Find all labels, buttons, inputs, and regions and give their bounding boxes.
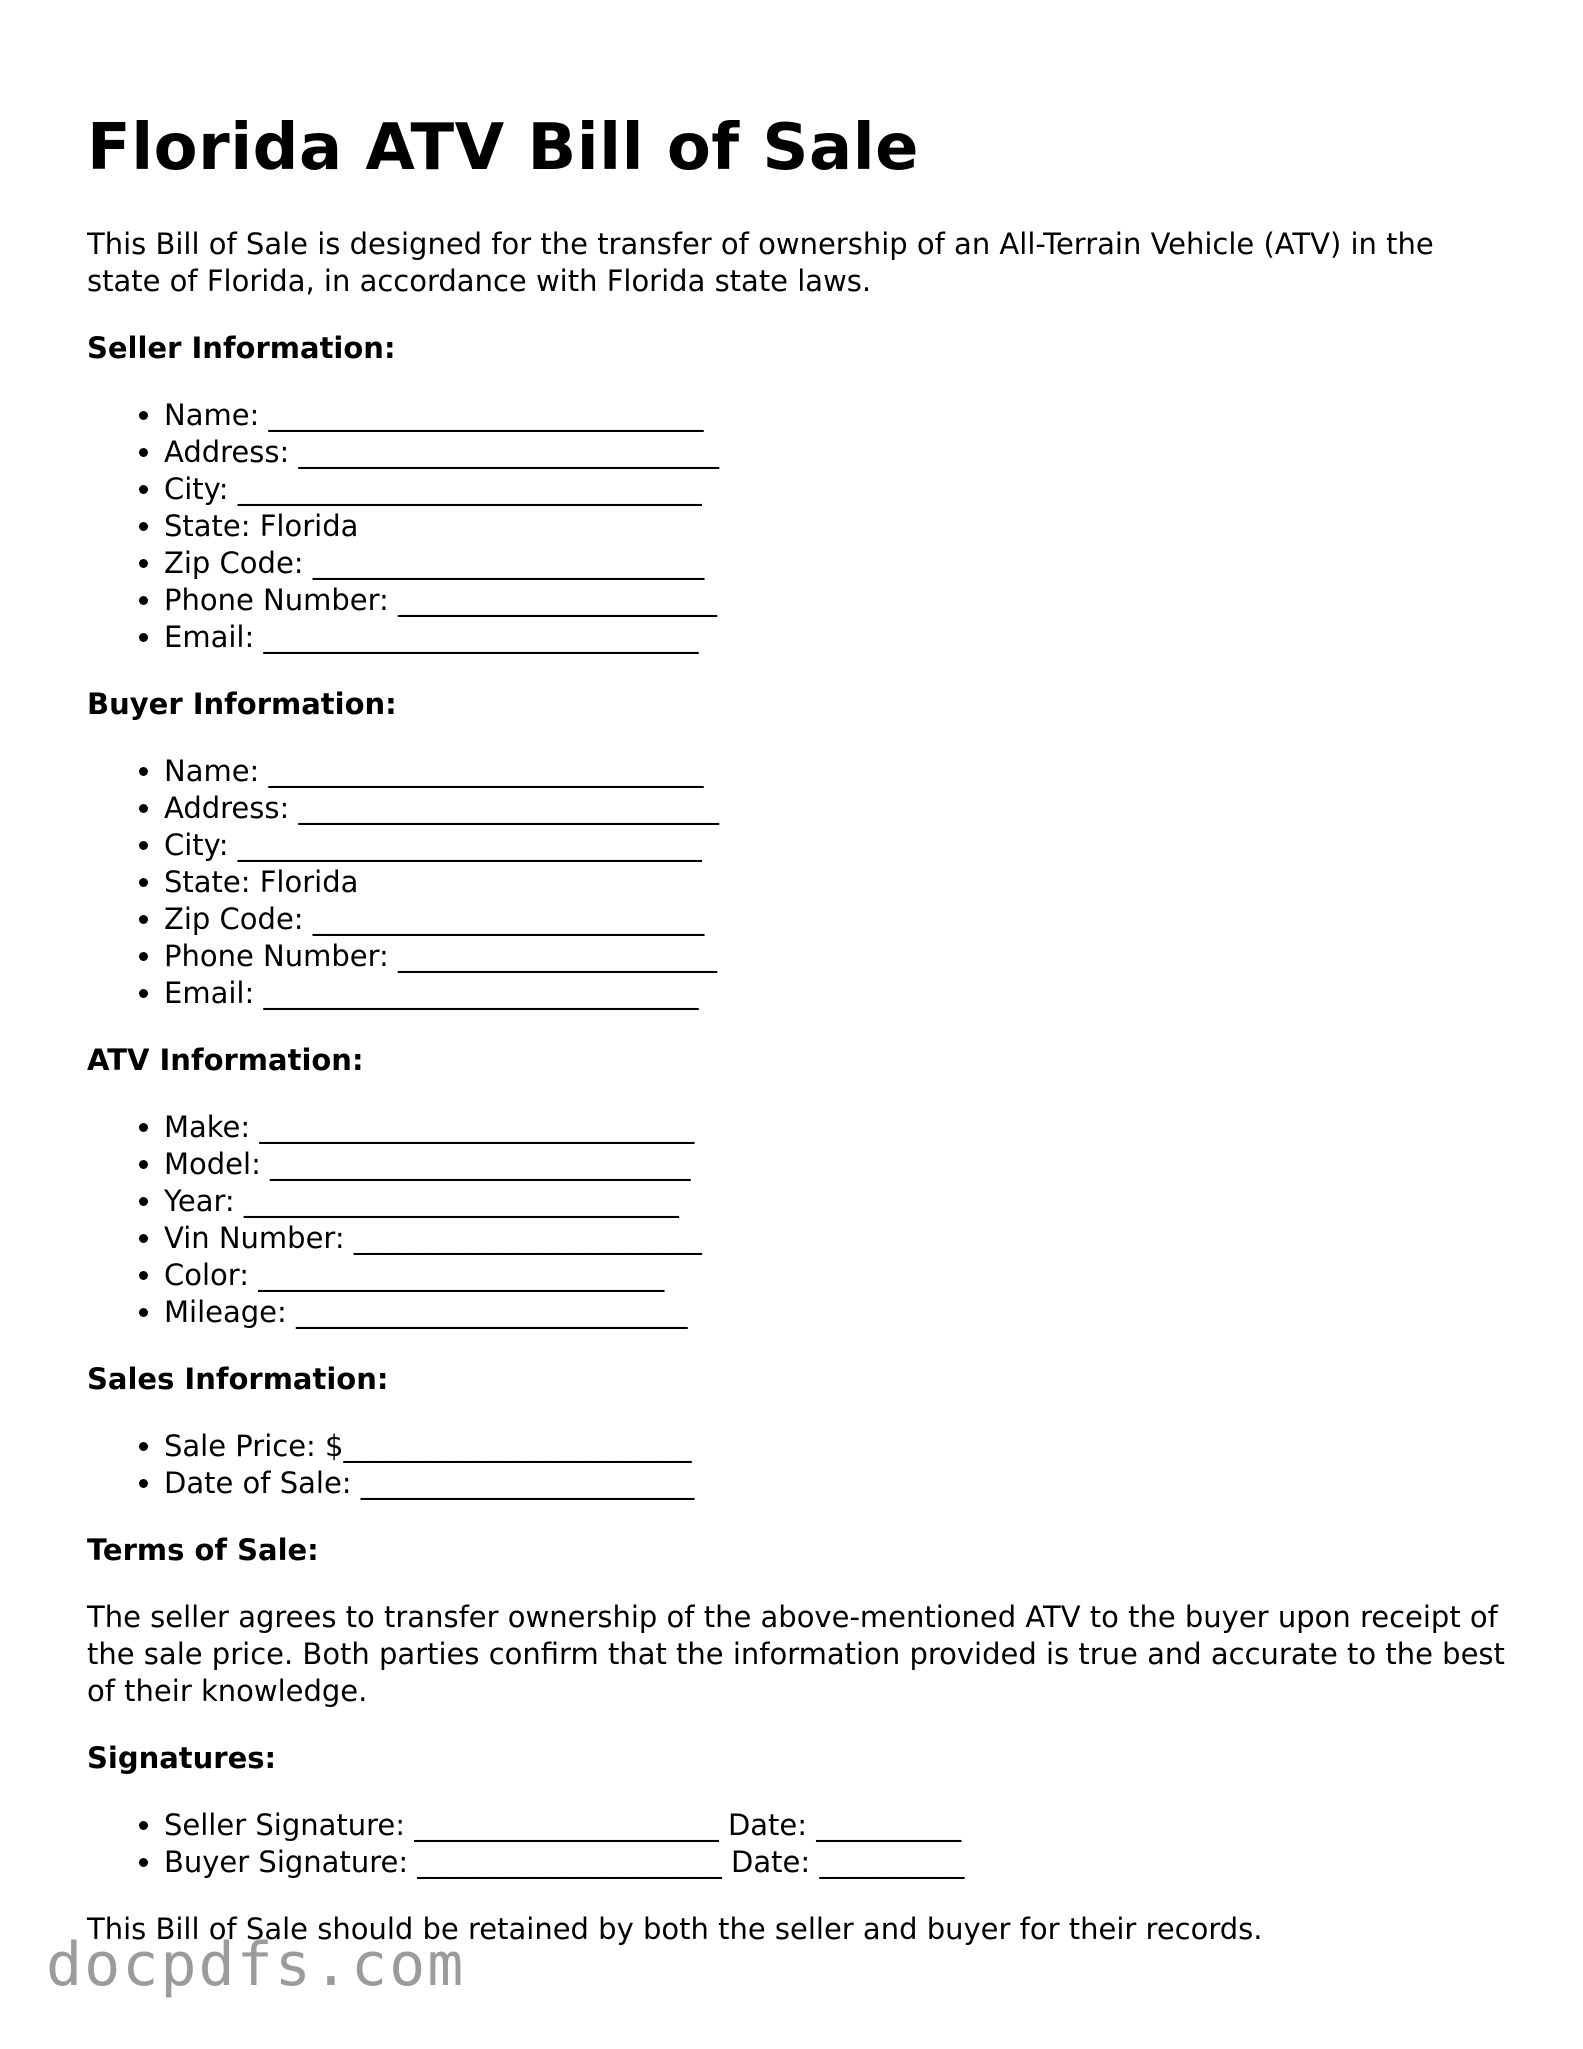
buyer-heading: Buyer Information: bbox=[87, 687, 397, 721]
atv-color-field: • Color: ____________________________ bbox=[164, 1257, 1507, 1294]
document-title: Florida ATV Bill of Sale bbox=[87, 111, 920, 185]
seller-name-field: • Name: ______________________________ bbox=[164, 397, 1507, 434]
seller-heading: Seller Information: bbox=[87, 331, 396, 365]
buyer-signature-field: • Buyer Signature: _____________________ Date: __________ bbox=[164, 1844, 1507, 1881]
atv-list bbox=[87, 1109, 1507, 1331]
terms-heading: Terms of Sale: bbox=[87, 1533, 319, 1567]
document-page bbox=[87, 108, 1507, 1978]
buyer-zip-field: • Zip Code: ___________________________ bbox=[164, 901, 1507, 938]
sale-price-field: • Sale Price: $________________________ bbox=[164, 1428, 1507, 1465]
buyer-name-field: • Name: ______________________________ bbox=[164, 753, 1507, 790]
seller-list bbox=[87, 397, 1507, 656]
buyer-address-field: • Address: _____________________________ bbox=[164, 790, 1507, 827]
seller-state-field: • State: Florida bbox=[164, 508, 1507, 545]
buyer-list bbox=[87, 753, 1507, 1012]
terms-paragraph: The seller agrees to transfer ownership of the above-mentioned ATV to the buyer upon receipt of the sale price. Both parties confirm that the information provided is true and accurate to the best of their knowledge. bbox=[87, 1600, 1505, 1708]
closing-paragraph: This Bill of Sale should be retained by both the seller and buyer for their records. bbox=[87, 1912, 1263, 1946]
seller-city-field: • City: ________________________________ bbox=[164, 471, 1507, 508]
atv-make-field: • Make: ______________________________ bbox=[164, 1109, 1507, 1146]
buyer-phone-field: • Phone Number: ______________________ bbox=[164, 938, 1507, 975]
seller-email-field: • Email: ______________________________ bbox=[164, 619, 1507, 656]
atv-mileage-field: • Mileage: ___________________________ bbox=[164, 1294, 1507, 1331]
atv-heading: ATV Information: bbox=[87, 1043, 364, 1077]
seller-phone-field: • Phone Number: ______________________ bbox=[164, 582, 1507, 619]
intro-paragraph: This Bill of Sale is designed for the transfer of ownership of an All-Terrain Vehicle (ATV) in the state of Florida, in accordance with Florida state laws. bbox=[87, 227, 1434, 298]
seller-address-field: • Address: _____________________________ bbox=[164, 434, 1507, 471]
atv-vin-field: • Vin Number: ________________________ bbox=[164, 1220, 1507, 1257]
seller-zip-field: • Zip Code: ___________________________ bbox=[164, 545, 1507, 582]
sales-list bbox=[87, 1428, 1507, 1502]
sale-date-field: • Date of Sale: _______________________ bbox=[164, 1465, 1507, 1502]
buyer-email-field: • Email: ______________________________ bbox=[164, 975, 1507, 1012]
atv-year-field: • Year: ______________________________ bbox=[164, 1183, 1507, 1220]
watermark-logo: docpdfs.com bbox=[46, 1930, 466, 2000]
signatures-list bbox=[87, 1807, 1507, 1881]
seller-signature-field: • Seller Signature: _____________________ Date: __________ bbox=[164, 1807, 1507, 1844]
buyer-state-field: • State: Florida bbox=[164, 864, 1507, 901]
buyer-city-field: • City: ________________________________ bbox=[164, 827, 1507, 864]
sales-heading: Sales Information: bbox=[87, 1362, 389, 1396]
atv-model-field: • Model: _____________________________ bbox=[164, 1146, 1507, 1183]
signatures-heading: Signatures: bbox=[87, 1741, 277, 1775]
